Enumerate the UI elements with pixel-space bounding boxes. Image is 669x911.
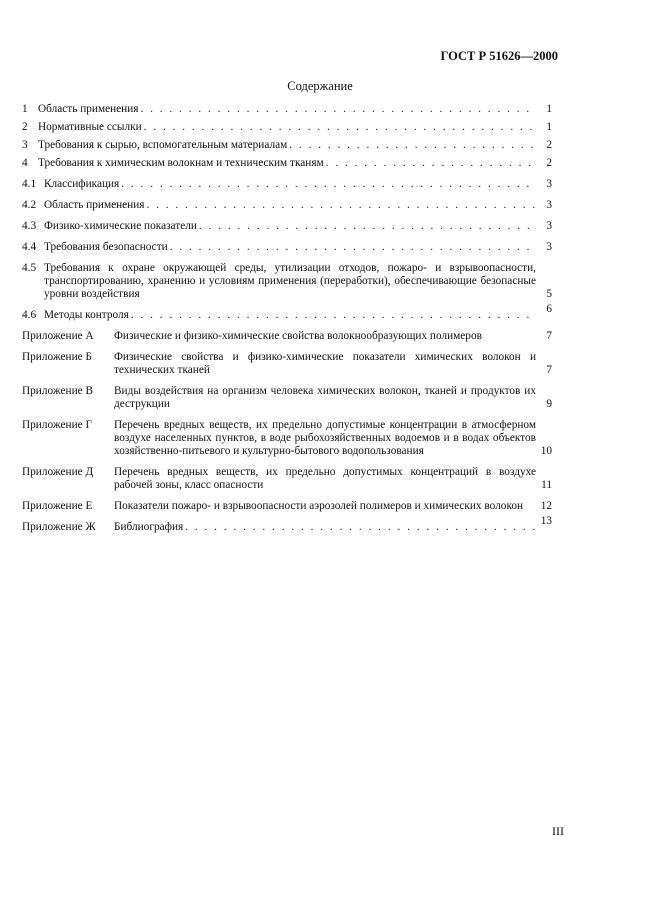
- appendix-title: Показатели пожаро- и взрывоопасности аэрозолей полимеров и химических волокон: [114, 500, 524, 512]
- entry-title: Классификация: [44, 178, 120, 190]
- entry-number: 4.2: [22, 199, 37, 211]
- appendix-title: Физические и физико-химические свойства волокнообразующих полимеров: [114, 330, 482, 342]
- entry-page: 5: [546, 288, 552, 300]
- entry-number: 4.3: [22, 220, 37, 232]
- toc-appendix[interactable]: [22, 419, 552, 458]
- appendix-title: Виды воздействия на организм человека химических волокон, тканей и продуктов их деструкции: [114, 385, 536, 410]
- entry-page: 2: [546, 139, 552, 151]
- toc-entry[interactable]: [22, 262, 552, 301]
- appendix-page: 11: [541, 479, 552, 491]
- entry-number: 4.4: [22, 241, 37, 253]
- appendix-title: Перечень вредных веществ, их предельно допустимых концентраций в воздухе рабочей зоны, класс опасности: [114, 466, 536, 491]
- entry-page: 1: [546, 121, 552, 133]
- standard-designation: ГОСТ Р 51626—2000: [440, 49, 558, 63]
- toc-appendix[interactable]: [22, 466, 552, 492]
- entry-number: 1: [22, 103, 28, 115]
- appendix-title: Библиография: [114, 521, 184, 533]
- appendix-page: 7: [546, 364, 552, 376]
- entry-page: 3: [546, 178, 552, 190]
- toc-entry[interactable]: [22, 199, 552, 212]
- entry-page: 2: [546, 157, 552, 169]
- entry-page: 1: [546, 103, 552, 115]
- entry-title: Физико-химические показатели: [44, 220, 197, 232]
- entry-title: Методы контроля: [44, 309, 129, 321]
- toc-entry[interactable]: [22, 303, 552, 322]
- toc-appendix[interactable]: [22, 330, 552, 343]
- toc-appendix[interactable]: [22, 385, 552, 411]
- page-number: III: [552, 824, 564, 838]
- entry-title: Нормативные ссылки: [38, 121, 142, 133]
- toc-entry[interactable]: [22, 157, 552, 170]
- appendix-label: Приложение Д: [22, 466, 94, 478]
- entry-title: Область применения: [38, 103, 139, 115]
- entry-number: 4: [22, 157, 28, 169]
- entry-title: Требования к сырью, вспомогательным материалам: [38, 139, 288, 151]
- entry-number: 2: [22, 121, 28, 133]
- toc-appendix[interactable]: [22, 500, 552, 513]
- appendix-label: Приложение В: [22, 385, 93, 397]
- appendix-label: Приложение Г: [22, 419, 92, 431]
- appendix-page: 12: [540, 500, 552, 512]
- appendix-page: 9: [546, 398, 552, 410]
- toc-entry[interactable]: [22, 220, 552, 233]
- entry-number: 4.5: [22, 262, 37, 274]
- entry-page: 3: [546, 220, 552, 232]
- entry-title: Требования к охране окружающей среды, утилизации отходов, пожаро- и взрывоопасности, транспортированию, хранению и условиям применения (переработки), обеспечивающие безопасные уровни воздействия: [44, 262, 536, 300]
- toc-entry[interactable]: [22, 121, 552, 134]
- toc-entry[interactable]: [22, 178, 552, 191]
- entry-number: 4.6: [22, 309, 37, 321]
- entry-title: Область применения: [44, 199, 145, 211]
- toc-entry[interactable]: [22, 241, 552, 254]
- appendix-page: 13: [540, 515, 552, 527]
- table-of-contents: [22, 103, 552, 542]
- entry-title: Требования к химическим волокнам и техническим тканям: [38, 157, 324, 169]
- toc-entry[interactable]: [22, 139, 552, 152]
- toc-appendix[interactable]: [22, 515, 552, 534]
- appendix-label: Приложение Б: [22, 351, 92, 363]
- appendix-label: Приложение А: [22, 330, 94, 342]
- appendix-page: 7: [546, 330, 552, 342]
- appendix-page: 10: [540, 445, 552, 457]
- appendix-label: Приложение Ж: [22, 521, 96, 533]
- appendix-label: Приложение Е: [22, 500, 93, 512]
- appendix-title: Физические свойства и физико-химические показатели химических волокон и технических тканей: [114, 351, 536, 376]
- entry-page: 6: [546, 303, 552, 315]
- toc-appendix[interactable]: [22, 351, 552, 377]
- entry-number: 4.1: [22, 178, 37, 190]
- entry-title: Требования безопасности: [44, 241, 168, 253]
- entry-page: 3: [546, 241, 552, 253]
- toc-entry[interactable]: [22, 103, 552, 116]
- contents-title: Содержание: [287, 79, 353, 93]
- entry-number: 3: [22, 139, 28, 151]
- entry-page: 3: [546, 199, 552, 211]
- appendix-title: Перечень вредных веществ, их предельно допустимые концентрации в атмосферном воздухе населенных пунктов, в воде рыбохозяйственных водоемов и в водах объектов хозяйственно-питьевого и культурно-бытового водопользования: [114, 419, 536, 457]
